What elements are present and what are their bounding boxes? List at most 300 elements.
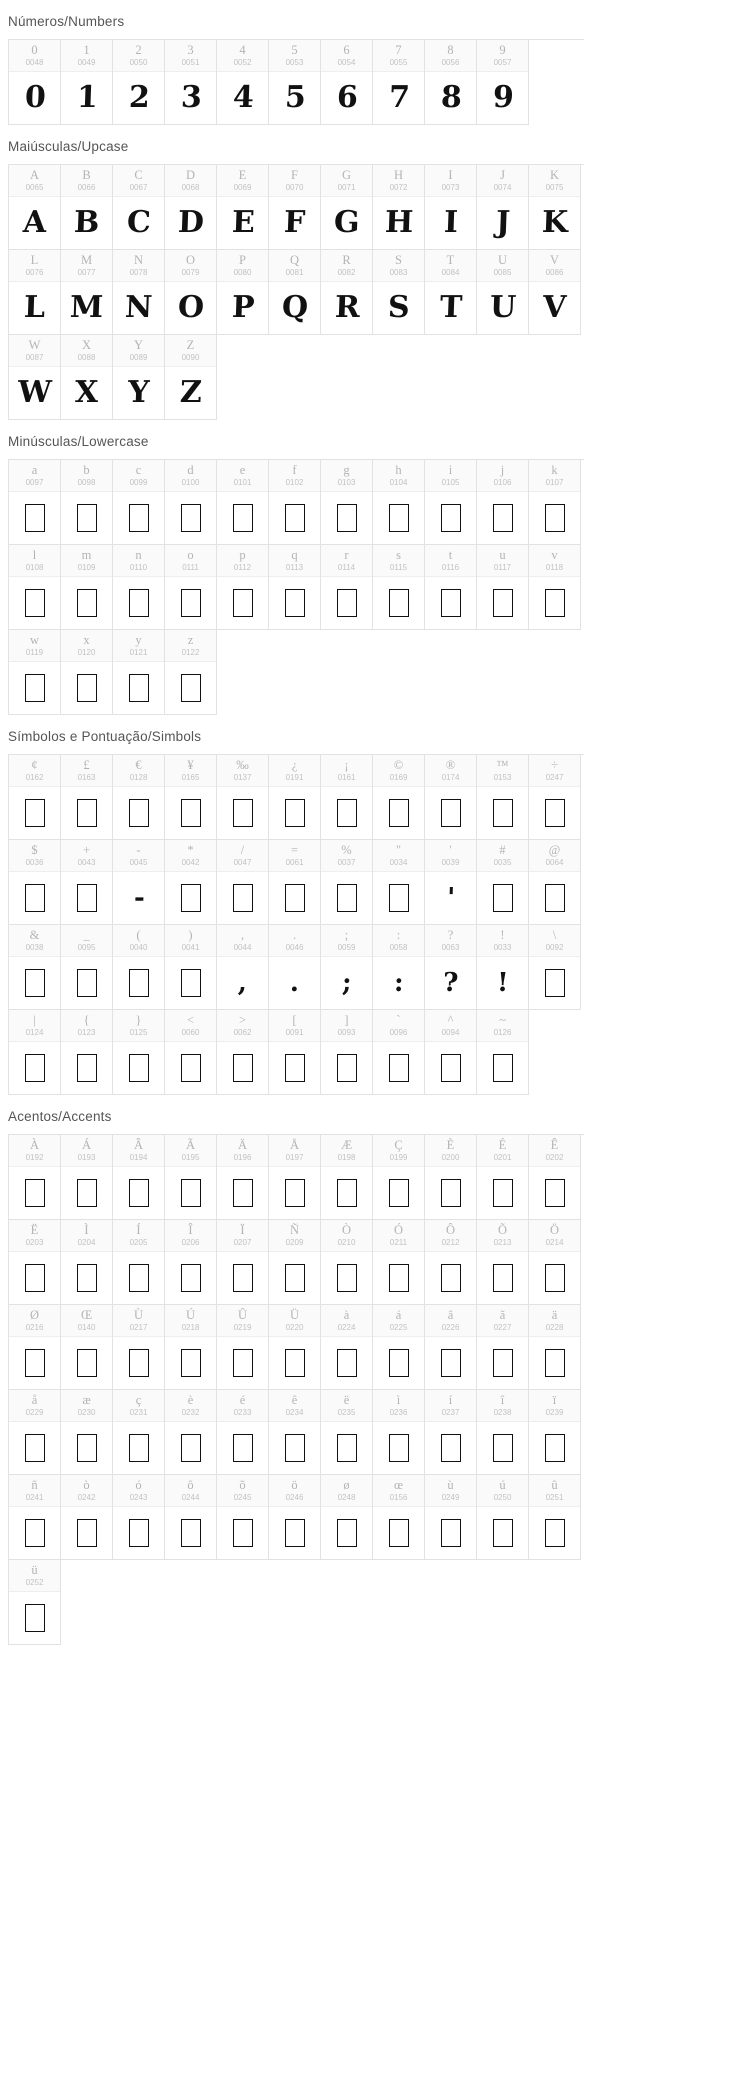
glyph-cell[interactable]	[425, 165, 477, 250]
glyph-cell[interactable]	[373, 1305, 425, 1390]
glyph-character-label: S	[395, 253, 402, 267]
glyph-preview	[321, 577, 373, 629]
glyph-rendered: P	[231, 290, 254, 325]
glyph-cell[interactable]	[165, 840, 217, 925]
glyph-cell[interactable]	[61, 1305, 113, 1390]
glyph-cell[interactable]	[321, 755, 373, 840]
glyph-cell[interactable]	[217, 545, 269, 630]
glyph-character-label: B	[82, 168, 91, 182]
glyph-code-label: 0210	[337, 1238, 356, 1247]
glyph-header	[9, 460, 60, 492]
glyph-cell[interactable]	[321, 1135, 373, 1220]
glyph-header	[9, 1475, 60, 1507]
glyph-preview	[217, 787, 269, 839]
glyph-cell[interactable]	[373, 40, 425, 125]
glyph-code-label: 0094	[441, 1028, 460, 1037]
glyph-missing-box-icon	[493, 799, 513, 827]
glyph-cell[interactable]	[425, 755, 477, 840]
glyph-header	[321, 1390, 372, 1422]
glyph-cell[interactable]	[165, 1010, 217, 1095]
glyph-code-label: 0041	[181, 943, 200, 952]
glyph-cell[interactable]	[425, 1010, 477, 1095]
glyph-preview	[61, 957, 113, 1009]
glyph-cell[interactable]	[113, 1220, 165, 1305]
glyph-header	[321, 545, 372, 577]
glyph-code-label: 0245	[233, 1493, 252, 1502]
glyph-cell[interactable]	[425, 1475, 477, 1560]
glyph-missing-box-icon	[389, 1054, 409, 1082]
glyph-missing-box-icon	[129, 674, 149, 702]
glyph-cell[interactable]	[477, 1010, 529, 1095]
glyph-cell[interactable]	[321, 460, 373, 545]
glyph-cell[interactable]	[113, 1305, 165, 1390]
glyph-character-label: 0	[31, 43, 38, 57]
glyph-preview	[373, 872, 425, 924]
glyph-cell[interactable]	[321, 1010, 373, 1095]
glyph-cell[interactable]	[217, 1475, 269, 1560]
glyph-character-label: )	[188, 928, 193, 942]
glyph-cell[interactable]	[269, 1305, 321, 1390]
glyph-cell[interactable]	[373, 925, 425, 1010]
glyph-cell[interactable]	[529, 1390, 581, 1475]
glyph-cell[interactable]	[61, 1220, 113, 1305]
glyph-missing-box-icon	[25, 1349, 45, 1377]
glyph-cell[interactable]	[529, 755, 581, 840]
glyph-preview	[9, 577, 61, 629]
glyph-missing-box-icon	[545, 589, 565, 617]
glyph-preview	[113, 1507, 165, 1559]
glyph-rendered: V	[542, 290, 567, 325]
glyph-character-label: Ú	[185, 1308, 196, 1322]
glyph-character-label: ñ	[31, 1478, 38, 1492]
glyph-cell[interactable]	[373, 1220, 425, 1305]
glyph-header	[113, 165, 164, 197]
glyph-cell[interactable]	[61, 755, 113, 840]
glyph-cell[interactable]	[321, 1220, 373, 1305]
glyph-code-label: 0057	[493, 58, 512, 67]
glyph-missing-box-icon	[337, 1179, 357, 1207]
glyph-cell[interactable]	[165, 335, 217, 420]
glyph-cell[interactable]	[269, 840, 321, 925]
glyph-cell[interactable]	[113, 335, 165, 420]
glyph-preview	[165, 1422, 217, 1474]
glyph-cell[interactable]	[61, 460, 113, 545]
glyph-missing-box-icon	[77, 1434, 97, 1462]
glyph-cell[interactable]	[425, 1305, 477, 1390]
glyph-code-label: 0091	[285, 1028, 304, 1037]
glyph-cell[interactable]	[217, 755, 269, 840]
glyph-cell[interactable]	[477, 1305, 529, 1390]
glyph-cell[interactable]	[61, 1010, 113, 1095]
glyph-cell[interactable]	[113, 40, 165, 125]
glyph-code-label: 0237	[441, 1408, 460, 1417]
glyph-cell[interactable]	[217, 1220, 269, 1305]
glyph-cell[interactable]	[165, 630, 217, 715]
glyph-header	[9, 1560, 60, 1592]
glyph-missing-box-icon	[181, 1349, 201, 1377]
glyph-missing-box-icon	[181, 1264, 201, 1292]
glyph-cell[interactable]	[165, 40, 217, 125]
glyph-preview	[477, 1422, 529, 1474]
glyph-code-label: 0163	[77, 773, 96, 782]
glyph-preview	[269, 1337, 321, 1389]
glyph-code-label: 0119	[25, 648, 44, 657]
glyph-cell[interactable]	[217, 460, 269, 545]
glyph-cell[interactable]	[529, 545, 581, 630]
glyph-cell[interactable]	[9, 335, 61, 420]
glyph-header	[321, 40, 372, 72]
glyph-missing-box-icon	[545, 1179, 565, 1207]
glyph-code-label: 0202	[545, 1153, 564, 1162]
glyph-cell[interactable]	[61, 1390, 113, 1475]
glyph-cell[interactable]	[269, 545, 321, 630]
glyph-cell[interactable]	[425, 840, 477, 925]
glyph-cell[interactable]	[61, 630, 113, 715]
glyph-cell[interactable]	[425, 545, 477, 630]
glyph-cell[interactable]	[9, 1475, 61, 1560]
glyph-character-label: ì	[396, 1393, 401, 1407]
glyph-cell[interactable]	[165, 925, 217, 1010]
glyph-missing-box-icon	[389, 884, 409, 912]
glyph-cell[interactable]	[425, 925, 477, 1010]
glyph-character-label: e	[239, 463, 246, 477]
glyph-cell[interactable]	[269, 1220, 321, 1305]
glyph-cell[interactable]	[165, 545, 217, 630]
glyph-code-label: 0035	[493, 858, 512, 867]
glyph-code-label: 0194	[129, 1153, 148, 1162]
glyph-cell[interactable]	[321, 1390, 373, 1475]
glyph-rendered: H	[384, 205, 413, 240]
glyph-character-label: Ö	[549, 1223, 560, 1237]
glyph-cell[interactable]	[529, 1220, 581, 1305]
glyph-cell[interactable]	[113, 1475, 165, 1560]
glyph-code-label: 0033	[493, 943, 512, 952]
glyph-character-label: ç	[135, 1393, 142, 1407]
glyph-character-label: '	[449, 843, 452, 857]
glyph-preview	[373, 72, 425, 124]
glyph-cell[interactable]	[425, 1390, 477, 1475]
glyph-missing-box-icon	[129, 1519, 149, 1547]
glyph-preview	[269, 492, 321, 544]
glyph-character-label: N	[133, 253, 144, 267]
glyph-cell[interactable]	[113, 1010, 165, 1095]
glyph-character-label: =	[290, 843, 299, 857]
glyph-cell[interactable]	[373, 1135, 425, 1220]
glyph-cell[interactable]	[9, 630, 61, 715]
glyph-character-label: ô	[187, 1478, 194, 1492]
glyph-cell[interactable]	[61, 40, 113, 125]
glyph-cell[interactable]	[217, 250, 269, 335]
glyph-preview	[113, 662, 165, 714]
glyph-cell[interactable]	[9, 755, 61, 840]
glyph-character-label: i	[448, 463, 453, 477]
glyph-character-label: j	[500, 463, 505, 477]
glyph-cell[interactable]	[373, 460, 425, 545]
glyph-preview	[9, 957, 61, 1009]
glyph-character-label: [	[292, 1013, 297, 1027]
glyph-cell[interactable]	[113, 1135, 165, 1220]
glyph-missing-box-icon	[129, 1349, 149, 1377]
glyph-missing-box-icon	[441, 589, 461, 617]
glyph-cell[interactable]	[113, 250, 165, 335]
glyph-cell[interactable]	[425, 250, 477, 335]
glyph-cell[interactable]	[269, 1475, 321, 1560]
glyph-header	[165, 1475, 216, 1507]
glyph-code-label: 0061	[285, 858, 304, 867]
glyph-cell[interactable]	[165, 1475, 217, 1560]
glyph-rendered: B	[73, 205, 100, 240]
glyph-cell[interactable]	[9, 840, 61, 925]
glyph-character-label: }	[135, 1013, 142, 1027]
glyph-cell[interactable]	[321, 40, 373, 125]
glyph-header	[373, 1010, 424, 1042]
glyph-cell[interactable]	[61, 335, 113, 420]
glyph-cell[interactable]	[373, 545, 425, 630]
glyph-preview	[217, 282, 269, 334]
glyph-cell[interactable]	[165, 250, 217, 335]
glyph-header	[113, 925, 164, 957]
glyph-header	[113, 335, 164, 367]
glyph-cell[interactable]	[321, 165, 373, 250]
glyph-cell[interactable]	[529, 250, 581, 335]
glyph-code-label: 0114	[337, 563, 356, 572]
glyph-cell[interactable]	[217, 1305, 269, 1390]
glyph-cell[interactable]	[61, 545, 113, 630]
glyph-cell[interactable]	[477, 40, 529, 125]
glyph-cell[interactable]	[477, 1135, 529, 1220]
glyph-cell[interactable]	[373, 1475, 425, 1560]
glyph-cell[interactable]	[373, 840, 425, 925]
glyph-cell[interactable]	[9, 1305, 61, 1390]
glyph-code-label: 0089	[129, 353, 148, 362]
glyph-header	[217, 1475, 268, 1507]
glyph-code-label: 0069	[233, 183, 252, 192]
glyph-cell[interactable]	[373, 165, 425, 250]
glyph-cell[interactable]	[113, 840, 165, 925]
glyph-preview	[9, 1422, 61, 1474]
glyph-cell[interactable]	[269, 755, 321, 840]
glyph-cell[interactable]	[321, 925, 373, 1010]
glyph-code-label: 0092	[545, 943, 564, 952]
glyph-cell[interactable]	[165, 755, 217, 840]
glyph-cell[interactable]	[477, 250, 529, 335]
glyph-cell[interactable]	[217, 1135, 269, 1220]
glyph-cell[interactable]	[321, 250, 373, 335]
glyph-cell[interactable]	[269, 250, 321, 335]
glyph-missing-box-icon	[25, 1604, 45, 1632]
glyph-cell[interactable]	[529, 1305, 581, 1390]
glyph-cell[interactable]	[217, 165, 269, 250]
glyph-cell[interactable]	[529, 165, 581, 250]
glyph-cell[interactable]	[321, 840, 373, 925]
glyph-cell[interactable]	[269, 1390, 321, 1475]
glyph-code-label: 0068	[181, 183, 200, 192]
glyph-missing-box-icon	[25, 969, 45, 997]
glyph-cell[interactable]	[113, 630, 165, 715]
glyph-section	[0, 1095, 730, 1645]
glyph-character-label: 7	[395, 43, 402, 57]
glyph-cell[interactable]	[113, 165, 165, 250]
glyph-cell[interactable]	[269, 1135, 321, 1220]
glyph-header	[113, 250, 164, 282]
glyph-header	[529, 840, 580, 872]
glyph-header	[269, 1475, 320, 1507]
glyph-cell[interactable]	[165, 1305, 217, 1390]
glyph-missing-box-icon	[129, 799, 149, 827]
glyph-cell[interactable]	[217, 40, 269, 125]
glyph-header	[113, 1220, 164, 1252]
glyph-cell[interactable]	[165, 1220, 217, 1305]
glyph-cell[interactable]	[425, 1135, 477, 1220]
glyph-cell[interactable]	[113, 925, 165, 1010]
glyph-cell[interactable]	[477, 1475, 529, 1560]
glyph-header	[165, 755, 216, 787]
glyph-cell[interactable]	[9, 460, 61, 545]
glyph-code-label: 0060	[181, 1028, 200, 1037]
glyph-cell[interactable]	[477, 165, 529, 250]
glyph-cell[interactable]	[477, 925, 529, 1010]
glyph-cell[interactable]	[9, 545, 61, 630]
glyph-preview	[373, 1337, 425, 1389]
glyph-preview	[9, 72, 61, 124]
glyph-cell[interactable]	[9, 165, 61, 250]
glyph-code-label: 0074	[493, 183, 512, 192]
glyph-cell[interactable]	[9, 1135, 61, 1220]
glyph-header	[61, 1220, 112, 1252]
glyph-cell[interactable]	[217, 840, 269, 925]
glyph-cell[interactable]	[61, 250, 113, 335]
glyph-character-label: z	[187, 633, 194, 647]
glyph-cell[interactable]	[373, 755, 425, 840]
glyph-character-label: y	[135, 633, 142, 647]
glyph-cell[interactable]	[9, 1390, 61, 1475]
glyph-missing-box-icon	[285, 799, 305, 827]
glyph-preview	[529, 787, 581, 839]
glyph-cell[interactable]	[269, 460, 321, 545]
glyph-cell[interactable]	[477, 840, 529, 925]
glyph-cell[interactable]	[9, 250, 61, 335]
glyph-cell[interactable]	[373, 1390, 425, 1475]
glyph-cell[interactable]	[477, 545, 529, 630]
glyph-preview	[61, 1167, 113, 1219]
glyph-cell[interactable]	[269, 925, 321, 1010]
glyph-code-label: 0103	[337, 478, 356, 487]
glyph-cell[interactable]	[9, 1560, 61, 1645]
glyph-cell[interactable]	[113, 1390, 165, 1475]
glyph-cell[interactable]	[61, 165, 113, 250]
glyph-cell[interactable]	[217, 1390, 269, 1475]
glyph-code-label: 0052	[233, 58, 252, 67]
glyph-missing-box-icon	[493, 1264, 513, 1292]
glyph-cell[interactable]	[529, 1135, 581, 1220]
glyph-rendered: Y	[127, 375, 150, 410]
glyph-header	[477, 925, 528, 957]
glyph-cell[interactable]	[61, 1135, 113, 1220]
glyph-preview	[321, 492, 373, 544]
glyph-cell[interactable]	[269, 40, 321, 125]
glyph-cell[interactable]	[269, 165, 321, 250]
glyph-cell[interactable]	[373, 250, 425, 335]
glyph-missing-box-icon	[545, 884, 565, 912]
glyph-cell[interactable]	[321, 545, 373, 630]
glyph-code-label: 0080	[233, 268, 252, 277]
glyph-character-label: ê	[291, 1393, 298, 1407]
glyph-cell[interactable]	[477, 460, 529, 545]
glyph-code-label: 0197	[285, 1153, 304, 1162]
glyph-cell[interactable]	[9, 925, 61, 1010]
glyph-character-label: á	[395, 1308, 402, 1322]
glyph-cell[interactable]	[529, 925, 581, 1010]
glyph-cell[interactable]	[9, 1010, 61, 1095]
glyph-cell[interactable]	[425, 460, 477, 545]
glyph-cell[interactable]	[9, 1220, 61, 1305]
glyph-code-label: 0165	[181, 773, 200, 782]
glyph-header	[425, 925, 476, 957]
glyph-cell[interactable]	[477, 1220, 529, 1305]
glyph-header	[61, 1475, 112, 1507]
glyph-cell[interactable]	[321, 1305, 373, 1390]
glyph-cell[interactable]	[165, 165, 217, 250]
glyph-character-label: Å	[289, 1138, 300, 1152]
glyph-rendered: O	[177, 290, 204, 325]
glyph-section	[0, 715, 730, 1095]
glyph-cell[interactable]	[425, 1220, 477, 1305]
glyph-missing-box-icon	[25, 1054, 45, 1082]
glyph-header	[529, 1390, 580, 1422]
glyph-code-label: 0118	[545, 563, 564, 572]
glyph-cell[interactable]	[217, 1010, 269, 1095]
glyph-cell[interactable]	[165, 1390, 217, 1475]
glyph-cell[interactable]	[373, 1010, 425, 1095]
glyph-cell[interactable]	[217, 925, 269, 1010]
glyph-missing-box-icon	[129, 1179, 149, 1207]
glyph-cell[interactable]	[529, 460, 581, 545]
glyph-cell[interactable]	[113, 460, 165, 545]
glyph-cell[interactable]	[529, 1475, 581, 1560]
glyph-cell[interactable]	[113, 755, 165, 840]
glyph-cell[interactable]	[61, 1475, 113, 1560]
glyph-preview	[269, 787, 321, 839]
glyph-character-label: C	[134, 168, 143, 182]
glyph-character-label: g	[343, 463, 350, 477]
glyph-cell[interactable]	[321, 1475, 373, 1560]
glyph-cell[interactable]	[165, 460, 217, 545]
glyph-code-label: 0212	[441, 1238, 460, 1247]
glyph-header	[165, 1305, 216, 1337]
glyph-cell[interactable]	[113, 545, 165, 630]
glyph-header	[217, 925, 268, 957]
glyph-header	[321, 1010, 372, 1042]
glyph-cell[interactable]	[529, 840, 581, 925]
glyph-cell[interactable]	[425, 40, 477, 125]
glyph-cell[interactable]	[165, 1135, 217, 1220]
glyph-cell[interactable]	[61, 840, 113, 925]
glyph-cell[interactable]	[61, 925, 113, 1010]
glyph-cell[interactable]	[477, 755, 529, 840]
glyph-cell[interactable]	[269, 1010, 321, 1095]
glyph-cell[interactable]	[477, 1390, 529, 1475]
glyph-character-label: Á	[81, 1138, 92, 1152]
glyph-code-label: 0250	[493, 1493, 512, 1502]
glyph-preview	[269, 577, 321, 629]
glyph-cell[interactable]	[9, 40, 61, 125]
glyph-character-label: D	[185, 168, 196, 182]
glyph-header	[9, 40, 60, 72]
glyph-preview	[269, 282, 321, 334]
glyph-header	[321, 165, 372, 197]
glyph-code-label: 0096	[389, 1028, 408, 1037]
glyph-header	[165, 545, 216, 577]
